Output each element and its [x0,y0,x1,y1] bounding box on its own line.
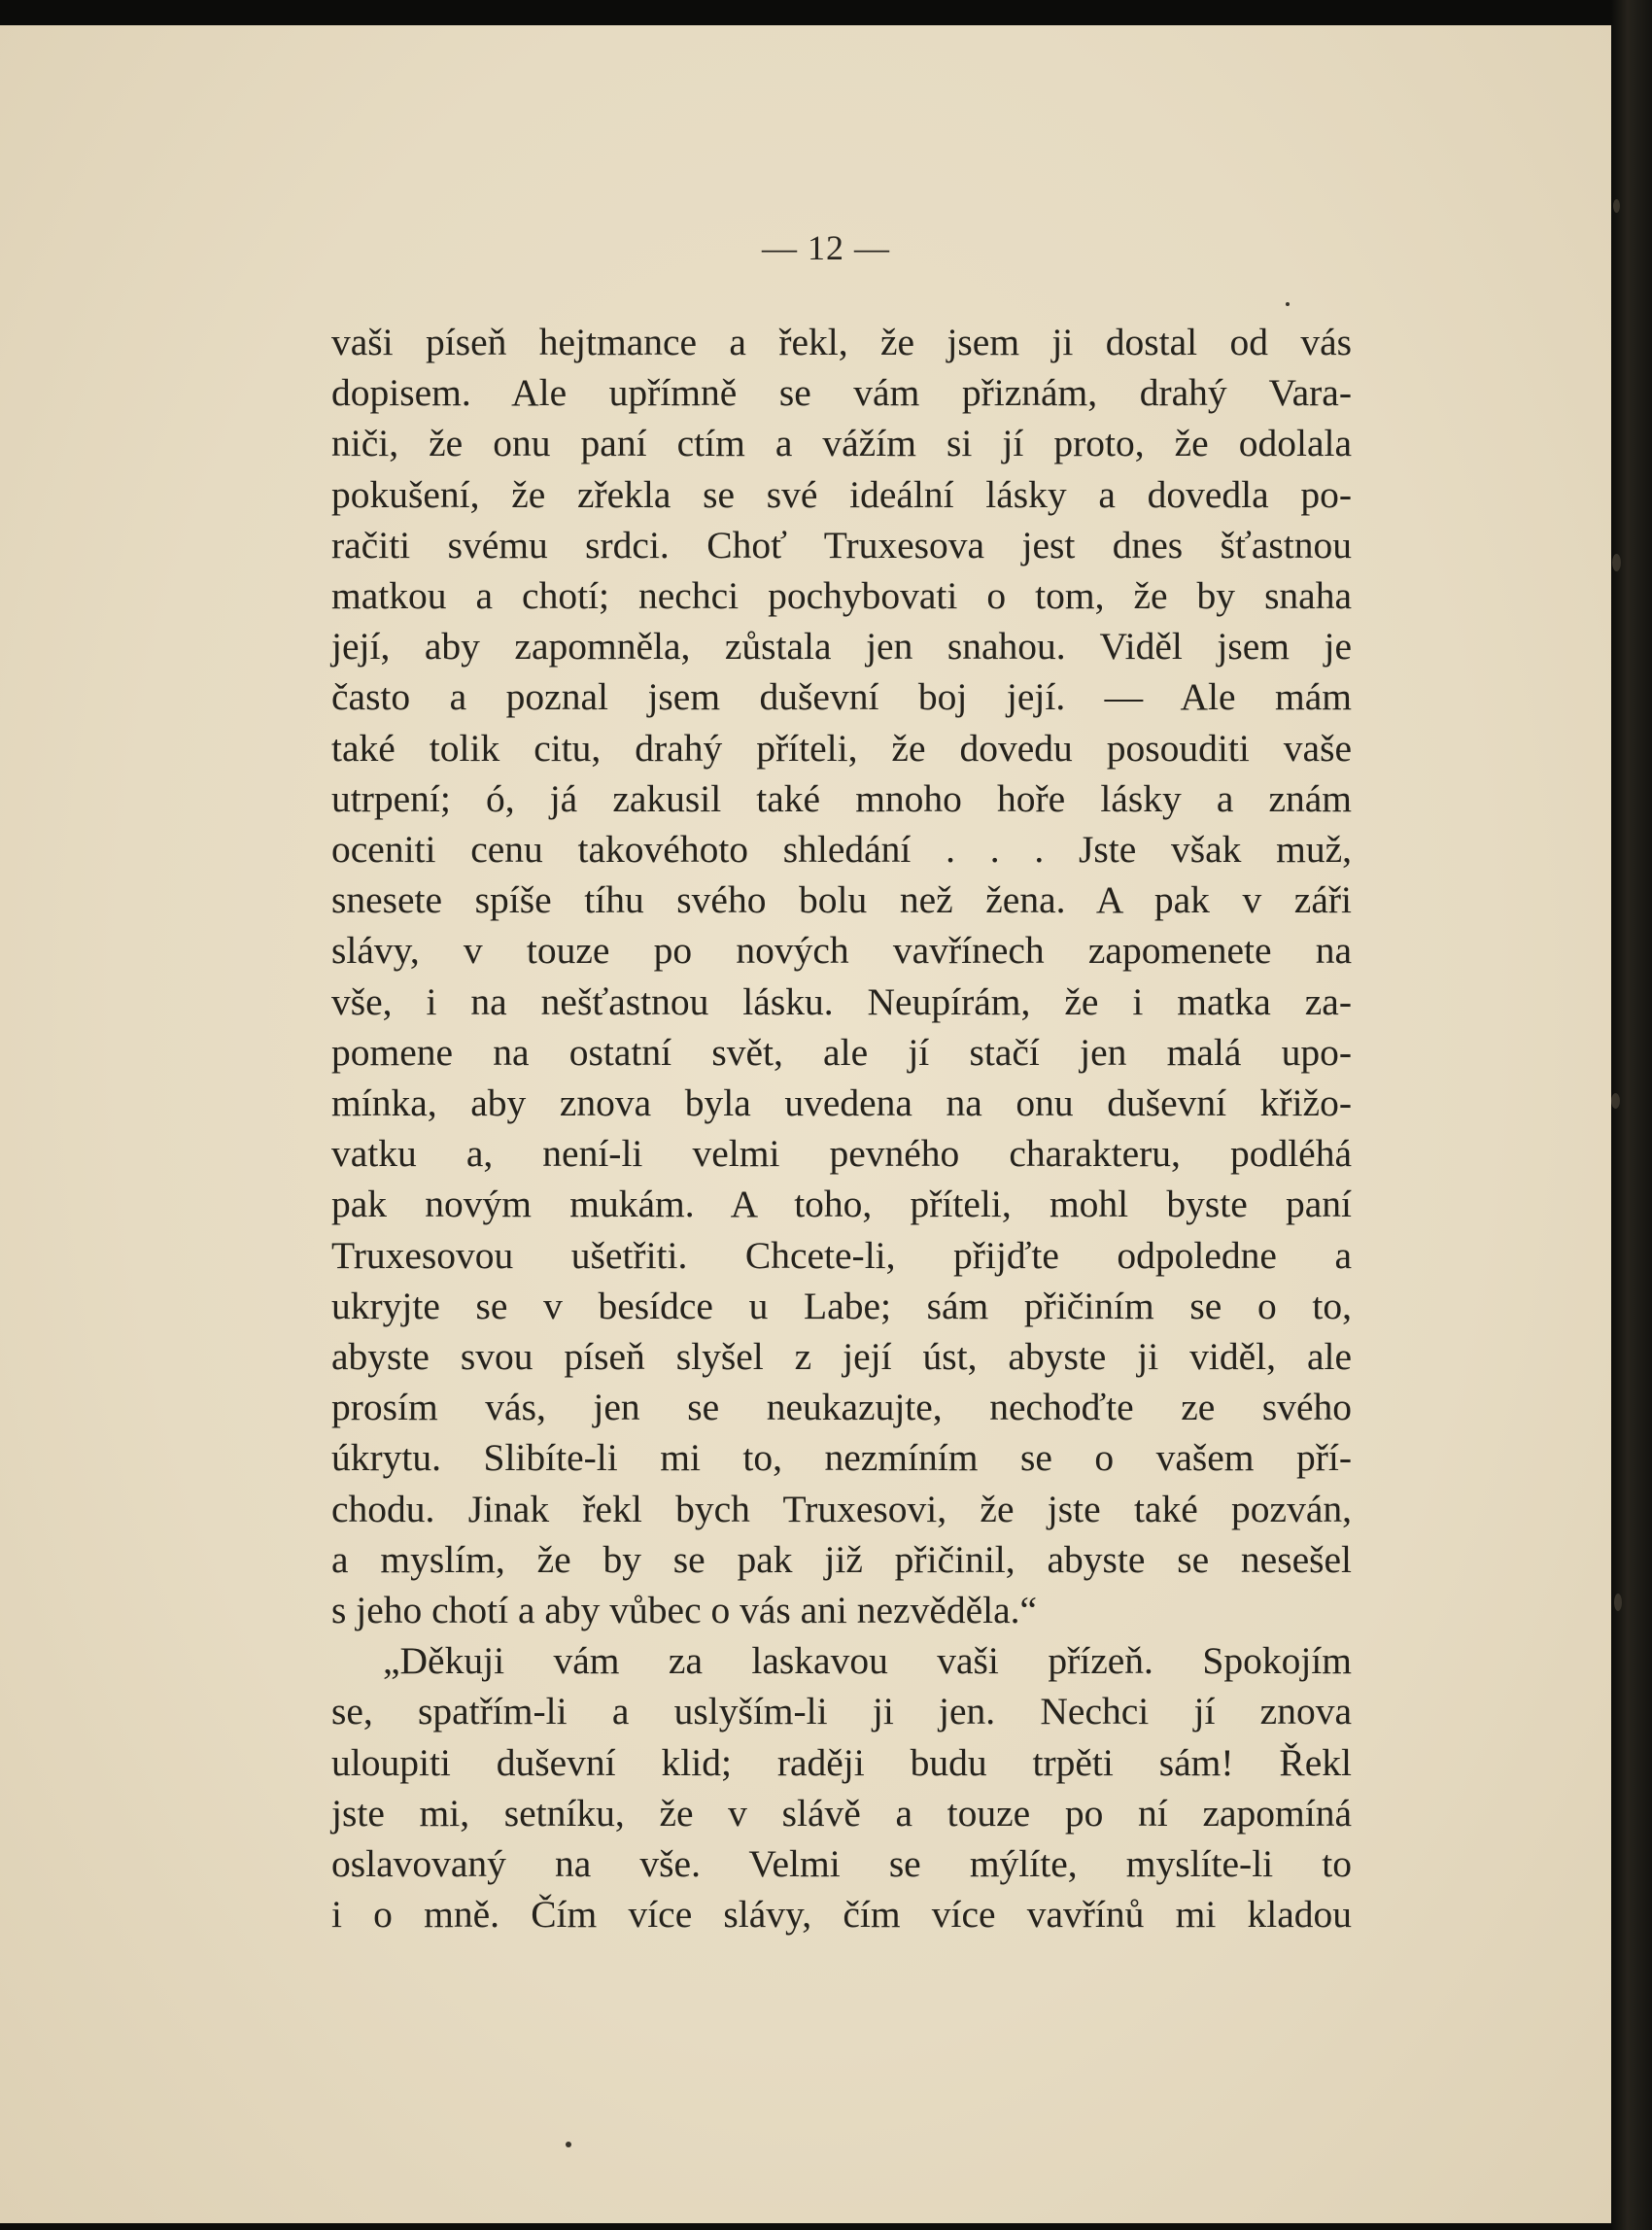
text-line: niči, že onu paní ctím a vážím si jí proto, že odolala [331,422,1352,465]
page-number: — 12 — [762,228,890,267]
text-line: snesete spíše tíhu svého bolu než žena. A pak v záři [331,878,1352,922]
text-line: pomene na ostatní svět, ale jí stačí jen malá upo- [331,1030,1352,1074]
text-line: její, aby zapomněla, zůstala jen snahou. Viděl jsem je [331,625,1352,669]
text-line: s jeho chotí a aby vůbec o vás ani nezvěděla.“ [331,1589,1038,1632]
text-line: pokušení, že zřekla se své ideální lásky a dovedla po- [331,472,1352,516]
text-line: vatku a, není-li velmi pevného charakteru, podléhá [331,1132,1352,1176]
paragraph-2 [331,1635,1352,1939]
text-line: matkou a chotí; nechci pochybovati o tom, že by snaha [331,574,1352,618]
body-text [331,317,1352,1940]
text-line: úkrytu. Slibíte-li mi to, nezmíním se o vašem pří- [331,1436,1352,1480]
text-line: jste mi, setníku, že v slávě a touze po ní zapomíná [331,1791,1352,1835]
text-line: chodu. Jinak řekl bych Truxesovi, že jste také pozván, [331,1487,1352,1530]
text-line: se, spatřím-li a uslyším-li ji jen. Nechci jí znova [331,1690,1352,1733]
scan-speck [1612,554,1621,571]
paragraph-1 [331,317,1352,1635]
text-line: vaši píseň hejtmance a řekl, že jsem ji dostal od vás [331,321,1352,363]
text-line: a myslím, že by se pak již přičinil, abyste se nesešel [331,1537,1352,1581]
text-line: i o mně. Čím více slávy, čím více vavřínů mi kladou [331,1893,1352,1937]
text-line: pak novým mukám. A toho, příteli, mohl byste paní [331,1183,1352,1226]
text-line: mínka, aby znova byla uvedena na onu duševní křižo- [331,1081,1352,1125]
text-line: uloupiti duševní klid; raději budu trpěti sám! Řekl [331,1740,1352,1784]
scan-speck [1611,1093,1620,1109]
text-line: prosím vás, jen se neukazujte, nechoďte ze svého [331,1386,1352,1429]
scan-speck [1613,199,1620,213]
binding-gutter [1611,0,1652,2230]
text-line: také tolik citu, drahý příteli, že dovedu posouditi vaše [331,726,1352,770]
scan-speck [1614,1594,1622,1611]
text-line: často a poznal jsem duševní boj její. — Ale mám [331,675,1352,719]
text-line: utrpení; ó, já zakusil také mnoho hoře lásky a znám [331,776,1352,820]
text-line: dopisem. Ale upřímně se vám přiznám, drahý Vara- [331,371,1352,415]
text-line: abyste svou píseň slyšel z její úst, abyste ji viděl, ale [331,1335,1352,1379]
text-line: slávy, v touze po nových vavřínech zapomenete na [331,929,1352,973]
text-line: oslavovaný na vše. Velmi se mýlíte, myslíte-li to [331,1842,1352,1886]
text-line: Truxesovou ušetřiti. Chcete-li, přijďte odpoledne a [331,1233,1352,1277]
scan-speck [566,2142,571,2147]
scan-speck [1286,302,1290,306]
text-line: račiti svému srdci. Choť Truxesova jest dnes šťastnou [331,523,1352,566]
text-line: ukryjte se v besídce u Labe; sám přičiním se o to, [331,1284,1352,1327]
text-line: vše, i na nešťastnou lásku. Neupírám, že i matka za- [331,979,1352,1023]
text-line: oceniti cenu takovéhoto shledání . . . Jste však muž, [331,828,1352,872]
text-line: „Děkuji vám za laskavou vaši přízeň. Spokojím [383,1639,1352,1683]
